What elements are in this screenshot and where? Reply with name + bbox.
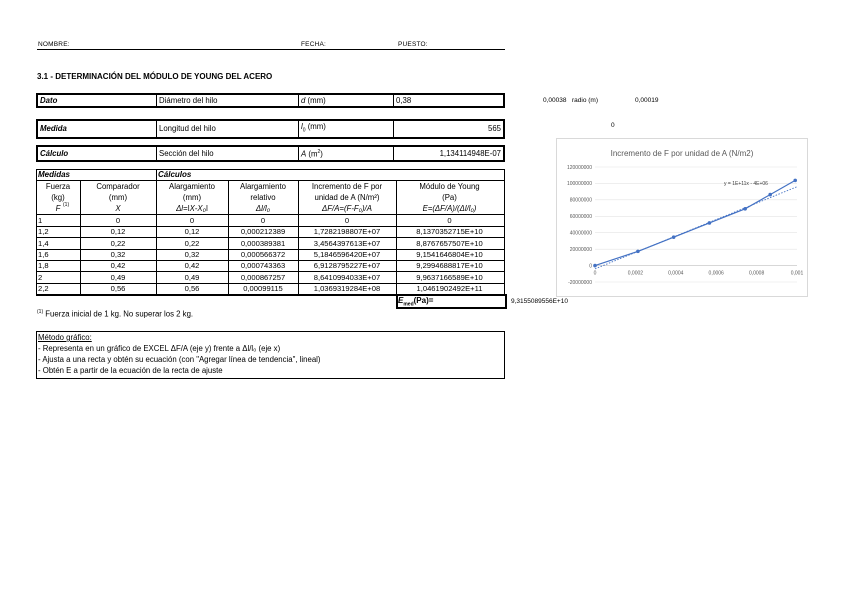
header-nombre: NOMBRE: [38,41,70,48]
series-line [595,180,795,265]
column-header-line: Fuerza [45,182,71,191]
table-cell: 5,1846596420E+07 [313,249,381,259]
column-header-line: (Pa) [442,193,457,202]
table-cell: 6,9128795227E+07 [313,261,381,271]
table-cell: 0,42 [184,261,200,271]
chart-svg [557,139,807,296]
medida-desc: Longitud del hilo [157,120,299,138]
x-tick-label: 0,0004 [668,270,684,277]
column-header-line: Alargamiento [169,182,215,191]
table-cell: 0,000867257 [240,272,286,282]
y-tick-label: 60000000 [569,214,592,221]
column-header-line: (mm) [108,193,128,202]
table-cell: 0,000389381 [240,238,286,248]
column-header-line: relativo [250,193,276,202]
y-tick-label: 100000000 [566,181,592,188]
column-header-1 [80,181,156,214]
chart-area[interactable] [556,138,808,297]
table-cell: 2,2 [38,283,49,293]
dato-desc: Diámetro del hilo [157,94,299,107]
header-medidas: Medidas [38,170,71,179]
metodo-box [36,331,505,379]
medida-label: Medida [37,120,157,138]
medida-table [36,119,505,139]
table-cell: 0,000566372 [240,249,286,259]
column-header-line: ΔF/A=(F-F₀)/A [322,204,372,213]
table-cell: 8,6410994033E+07 [313,272,381,282]
medida-var: $l_0$ (mm) [299,120,394,138]
column-header-line: Incremento de F por [311,182,383,191]
x-tick-label: 0,001 [790,270,804,277]
data-point [636,250,640,254]
table-cell: 1,0369319284E+08 [313,283,381,293]
side-label-radio: radio (m) [572,97,599,104]
metodo-line-2: - Ajusta a una recta y obtén su ecuación (con "Agregar línea de tendencia", lineal) [38,355,321,364]
table-cell: 0,12 [184,227,200,237]
column-header-line: Alargamiento [240,182,286,191]
column-header-line: Δl/l₀ [255,204,271,213]
header-underline [37,49,505,50]
column-header-5 [396,181,503,214]
table-cell: 0,56 [184,283,200,293]
table-cell: 1,8 [38,261,49,271]
table-cell: 0,32 [110,249,126,259]
metodo-title: Método gráfico: [38,333,92,342]
column-header-4 [298,181,396,214]
column-header-line: unidad de A (N/m²) [314,193,380,202]
table-cell: 8,1370352715E+10 [416,227,483,237]
dato-table [36,93,505,108]
table-cell: 0 [115,216,121,225]
dato-value: 0,38 [394,94,505,107]
table-cell: 0,22 [184,238,200,248]
y-tick-label: 120000000 [566,164,592,171]
table-cell: 0,49 [184,272,200,282]
header-calculos: Cálculos [158,170,192,179]
data-table [36,169,505,307]
dato-var: d (mm) [299,94,394,107]
table-cell: 0,32 [184,249,200,259]
column-header-line: E=(ΔF/A)/(Δl/l₀) [422,204,477,213]
table-cell: 0 [344,216,350,225]
calculo-desc: Sección del hilo [157,146,299,161]
table-cell: 9,1541646804E+10 [416,249,483,259]
data-point [672,235,676,239]
dato-label: Dato [37,94,157,107]
table-cell: 1,7282198807E+07 [313,227,381,237]
table-cell: 0,000743363 [240,261,286,271]
table-cell: 1 [38,216,43,225]
y-tick-label: 80000000 [569,197,592,204]
table-cell: 0,00099115 [243,283,283,293]
table-cell: 0,56 [110,283,126,293]
chart-title: Incremento de F por unidad de A (N/m2) [610,149,754,158]
data-point [793,179,797,183]
footnote: $^{(1)}$ Fuerza inicial de 1 kg. No superar los 2 kg. [37,309,194,319]
metodo-line-3: - Obtén E a partir de la ecuación de la recta de ajuste [38,366,223,375]
column-header-0 [36,181,80,214]
table-cell: 9,9637166589E+10 [416,272,483,282]
emed-label: $E_{med}(Pa)=$ [398,296,434,308]
column-header-line: X [115,204,121,213]
table-cell: 0 [447,216,452,225]
fuerza-footnote-mark: (1) [63,202,70,208]
table-cell: 1,0461902492E+11 [416,283,483,293]
calculo-label: Cálculo [37,146,157,161]
table-cell: 0,22 [110,238,126,248]
calculo-table [36,145,505,162]
column-header-2 [156,181,228,214]
table-cell: 1,2 [38,227,49,237]
table-cell: 9,2994688817E+10 [416,261,483,271]
calculo-var: A $(m^2)$ [299,146,394,161]
y-tick-label: -20000000 [568,279,592,286]
calculo-value: 1,134114948E-07 [394,146,505,161]
column-header-3 [228,181,298,214]
header-puesto: PUESTO: [398,41,428,48]
table-cell: 1,6 [38,249,49,259]
table-cell: 2 [38,272,43,282]
table-cell: 0 [260,216,266,225]
side-value-a1: 0,00038 [543,97,567,104]
x-tick-label: 0,0002 [627,270,644,277]
trendline-equation: y = 1E+11x - 4E+06 [724,181,768,187]
table-cell: 1,4 [38,238,49,248]
column-header-line: (kg) [51,193,65,202]
column-header-line: Comparador [96,182,140,191]
table-cell: 0,42 [110,261,126,271]
y-tick-label: 20000000 [569,246,592,253]
y-tick-label: 40000000 [569,230,592,237]
column-header-line: Módulo de Young [419,182,480,191]
section-title: 3.1 - DETERMINACIÓN DEL MÓDULO DE YOUNG DEL ACERO [37,72,273,81]
metodo-line-1: - Representa en un gráfico de EXCEL ΔF/A (eje y) frente a Δl/l₀ (eje x) [38,344,281,353]
medida-value: 565 [394,120,505,138]
column-header-line: F [55,204,61,213]
table-cell: 0,000212389 [240,227,286,237]
y-tick-label: 0 [589,263,592,270]
table-cell: 0,12 [110,227,126,237]
x-tick-label: 0,0006 [708,270,724,277]
table-cell: 0 [189,216,195,225]
emed-value: 9,3155089556E+10 [511,298,568,305]
column-header-line: Δl=ǀX-X₀ǀ [176,204,208,213]
side-value-a3: 0,00019 [635,97,659,104]
header-fecha: FECHA: [301,41,327,48]
data-point [708,221,712,225]
table-cell: 0,49 [110,272,126,282]
table-cell: 8,8767657507E+10 [416,238,483,248]
trendline [595,187,797,269]
x-tick-label: 0 [593,270,597,277]
data-point [743,207,747,211]
column-header-line: (mm) [182,193,202,202]
data-point [768,193,772,197]
data-point [593,264,597,268]
x-tick-label: 0,0008 [748,270,765,277]
side-value-b: 0 [611,122,615,129]
table-cell: 3,4564397613E+07 [313,238,381,248]
